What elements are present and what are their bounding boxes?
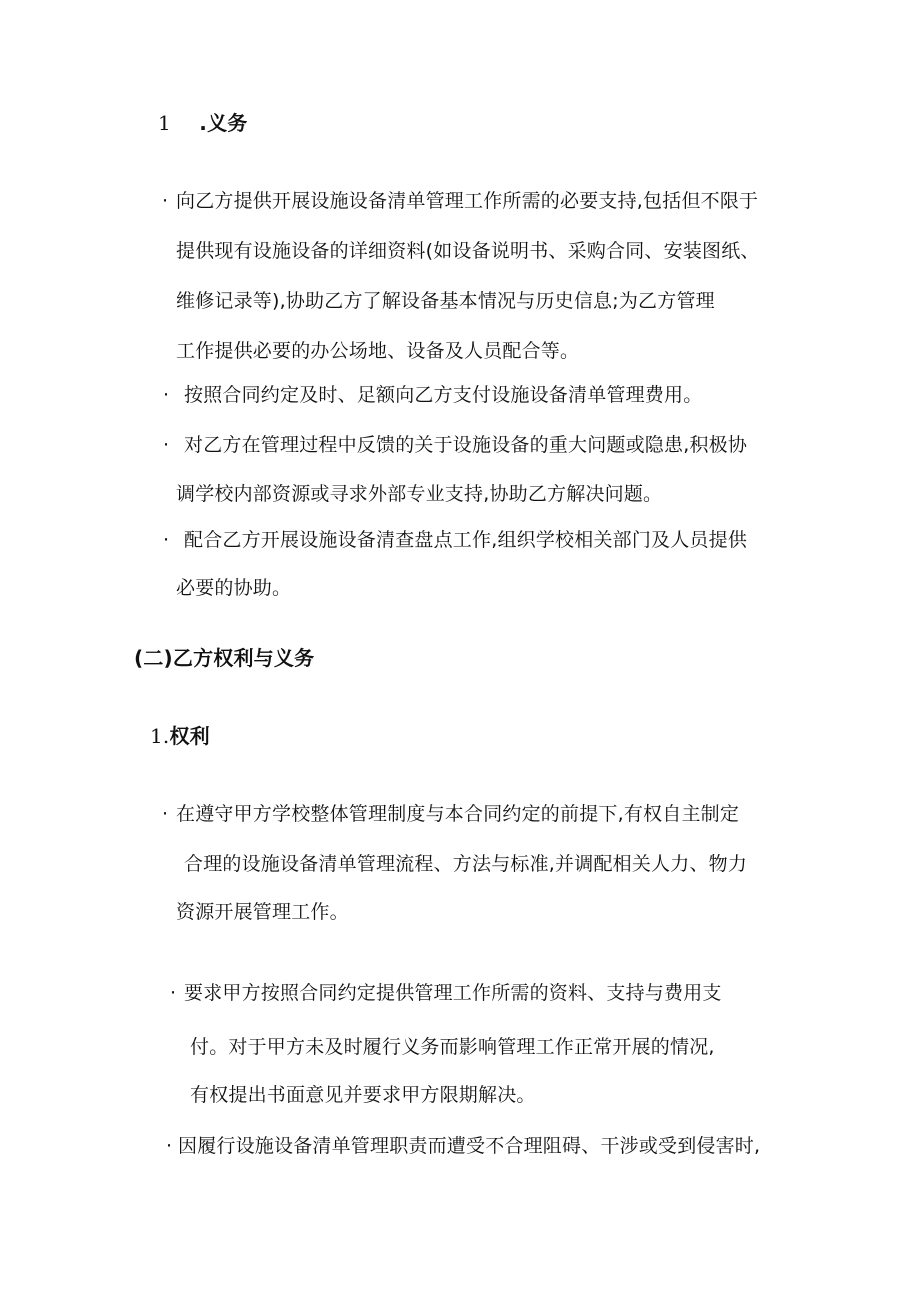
- heading-text: .义务: [199, 111, 248, 135]
- paragraph-line: 配合乙方开展设施设备清查盘点工作,组织学校相关部门及人员提供: [184, 529, 748, 551]
- paragraph-line: 按照合同约定及时、足额向乙方支付设施设备清单管理费用。: [184, 384, 703, 406]
- paragraph-line: 因履行设施设备清单管理职责而遭受不合理阻碍、干涉或受到侵害时,: [178, 1135, 761, 1157]
- sub-heading-rights: [150, 723, 210, 749]
- paragraph-line: 对乙方在管理过程中反馈的关于设施设备的重大问题或隐患,积极协: [184, 434, 748, 456]
- bullet-marker: ·: [162, 803, 169, 825]
- bullet-marker: ·: [162, 190, 169, 212]
- heading-number: 1: [158, 111, 171, 135]
- bullet-marker: ·: [163, 384, 170, 406]
- section-heading-obligations: [158, 110, 247, 136]
- bullet-marker: ·: [166, 1135, 173, 1157]
- bullet-marker: ·: [163, 529, 170, 551]
- paragraph-line: 在遵守甲方学校整体管理制度与本合同约定的前提下,有权自主制定: [176, 803, 740, 825]
- paragraph-line: 资源开展管理工作。: [176, 901, 349, 923]
- bullet-marker: ·: [170, 982, 177, 1004]
- bullet-marker: ·: [163, 434, 170, 456]
- paragraph-line: 有权提出书面意见并要求甲方限期解决。: [190, 1084, 536, 1106]
- sub-heading-number: 1.: [150, 724, 170, 748]
- paragraph-line: 向乙方提供开展设施设备清单管理工作所需的必要支持,包括但不限于: [176, 190, 759, 212]
- paragraph-line: 合理的设施设备清单管理流程、方法与标准,并调配相关人力、物力: [184, 853, 748, 875]
- paragraph-line: 必要的协助。: [176, 577, 292, 599]
- paragraph-line: 提供现有设施设备的详细资料(如设备说明书、采购合同、安装图纸、: [176, 240, 760, 262]
- paragraph-line: 维修记录等),协助乙方了解设备基本情况与历史信息;为乙方管理: [176, 290, 715, 312]
- paragraph-line: 要求甲方按照合同约定提供管理工作所需的资料、支持与费用支: [184, 982, 722, 1004]
- sub-heading-text: 权利: [169, 724, 210, 748]
- paragraph-line: 调学校内部资源或寻求外部专业支持,协助乙方解决问题。: [176, 483, 663, 505]
- paragraph-line: 工作提供必要的办公场地、设备及人员配合等。: [176, 340, 580, 362]
- section-title-party-b: (二)乙方权利与义务: [134, 646, 315, 670]
- paragraph-line: 付。对于甲方未及时履行义务而影响管理工作正常开展的情况,: [190, 1036, 715, 1058]
